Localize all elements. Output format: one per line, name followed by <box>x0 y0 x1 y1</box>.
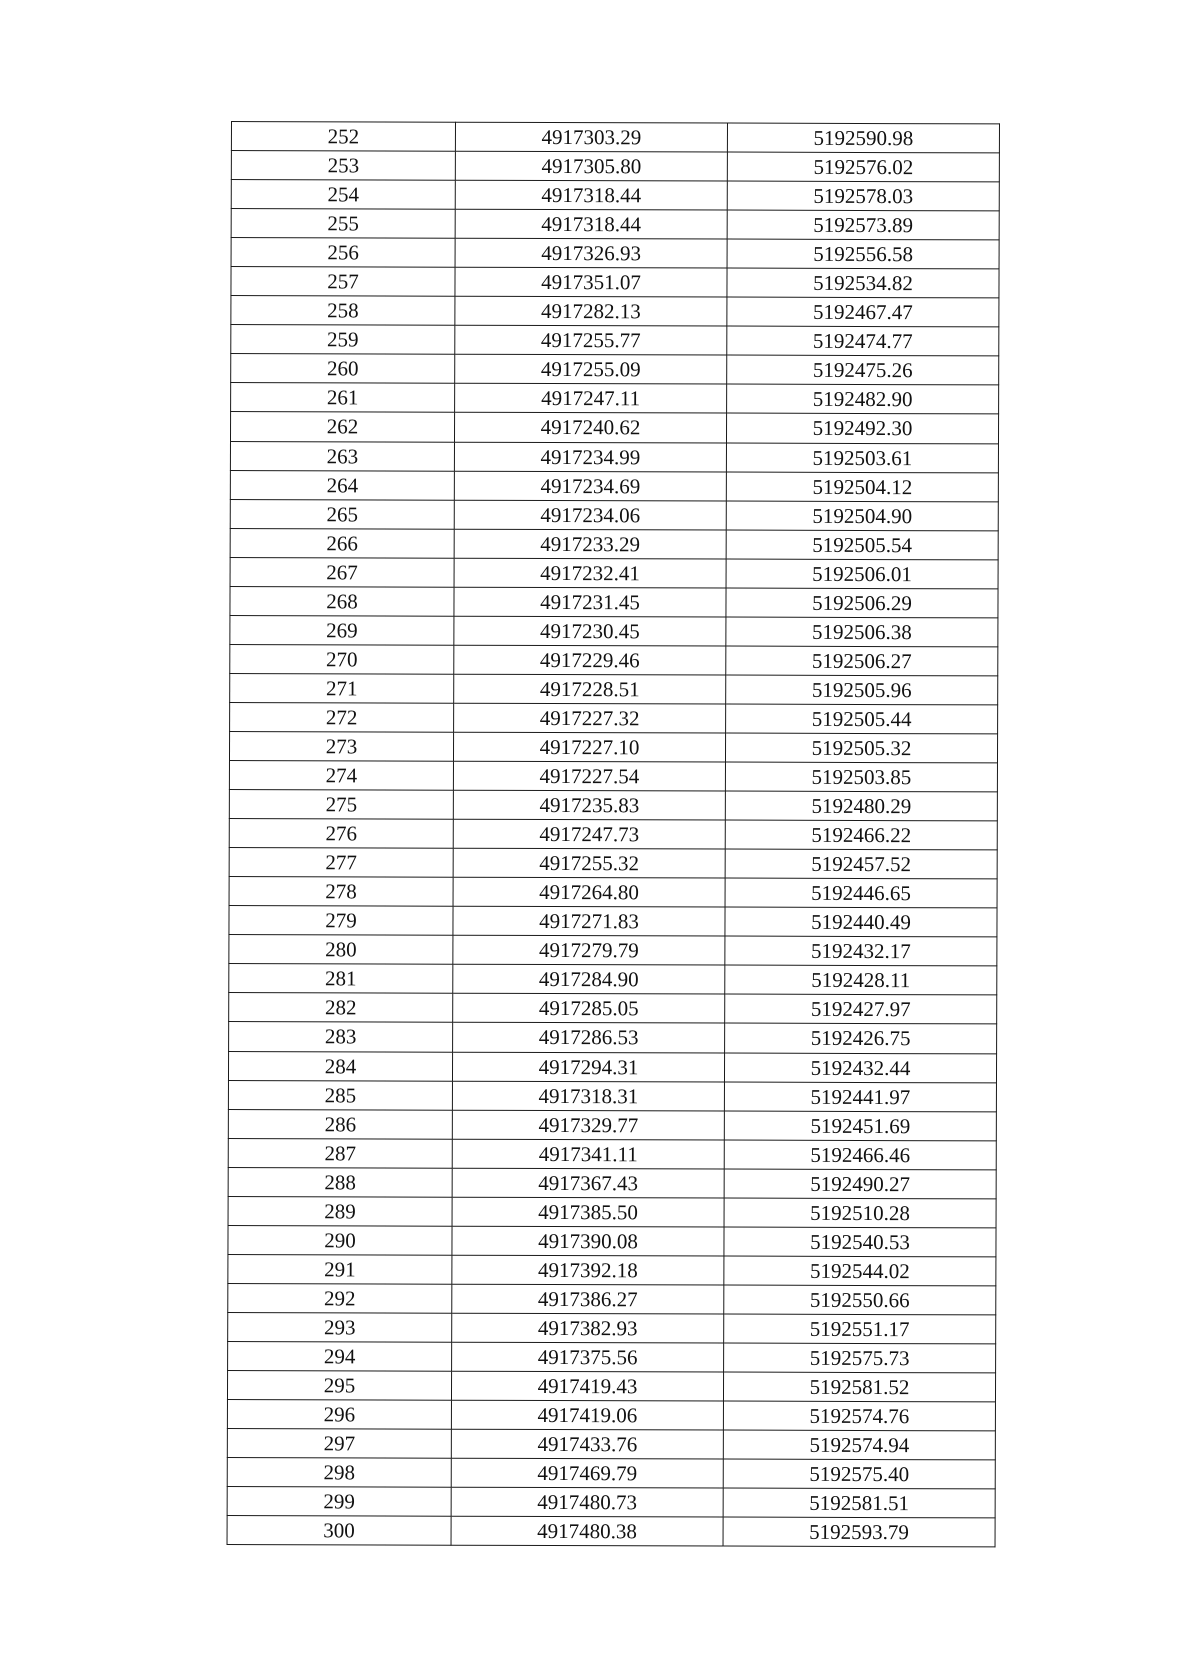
point-number-cell: 254 <box>231 180 455 210</box>
y-coordinate-cell: 5192426.75 <box>725 1024 997 1054</box>
point-number-cell: 265 <box>230 499 454 529</box>
x-coordinate-cell: 4917232.41 <box>454 558 726 588</box>
point-number-cell: 264 <box>230 470 454 500</box>
x-coordinate-cell: 4917385.50 <box>452 1197 724 1227</box>
point-number-cell: 261 <box>231 383 455 413</box>
x-coordinate-cell: 4917480.73 <box>451 1487 723 1517</box>
table-row <box>228 1109 996 1140</box>
point-number-cell: 276 <box>229 819 453 849</box>
table-row <box>229 848 997 879</box>
y-coordinate-cell: 5192581.51 <box>723 1488 995 1518</box>
table-row <box>230 557 998 588</box>
point-number-cell: 295 <box>227 1371 451 1401</box>
table-row <box>228 1138 996 1169</box>
coordinates-table <box>227 121 1000 1548</box>
x-coordinate-cell: 4917341.11 <box>452 1139 724 1169</box>
point-number-cell: 262 <box>230 412 454 442</box>
point-number-cell: 286 <box>228 1109 452 1139</box>
point-number-cell: 291 <box>228 1254 452 1284</box>
table-row <box>231 267 999 298</box>
x-coordinate-cell: 4917233.29 <box>454 529 726 559</box>
x-coordinate-cell: 4917229.46 <box>454 645 726 675</box>
table-row <box>229 964 997 995</box>
y-coordinate-cell: 5192581.52 <box>723 1372 995 1402</box>
point-number-cell: 293 <box>228 1312 452 1342</box>
x-coordinate-cell: 4917264.80 <box>453 877 725 907</box>
table-row <box>231 354 999 385</box>
y-coordinate-cell: 5192556.58 <box>727 239 999 269</box>
y-coordinate-cell: 5192480.29 <box>725 791 997 821</box>
point-number-cell: 256 <box>231 238 455 268</box>
point-number-cell: 283 <box>229 1022 453 1052</box>
y-coordinate-cell: 5192466.46 <box>724 1140 996 1170</box>
table-row <box>231 238 999 269</box>
x-coordinate-cell: 4917240.62 <box>454 413 726 443</box>
point-number-cell: 267 <box>230 557 454 587</box>
y-coordinate-cell: 5192457.52 <box>725 849 997 879</box>
point-number-cell: 272 <box>230 702 454 732</box>
y-coordinate-cell: 5192503.85 <box>725 762 997 792</box>
y-coordinate-cell: 5192451.69 <box>724 1111 996 1141</box>
y-coordinate-cell: 5192432.17 <box>725 936 997 966</box>
x-coordinate-cell: 4917255.32 <box>453 848 725 878</box>
table-row <box>228 1341 996 1372</box>
y-coordinate-cell: 5192505.96 <box>726 675 998 705</box>
y-coordinate-cell: 5192578.03 <box>727 181 999 211</box>
x-coordinate-cell: 4917271.83 <box>453 906 725 936</box>
x-coordinate-cell: 4917231.45 <box>454 587 726 617</box>
x-coordinate-cell: 4917480.38 <box>451 1516 723 1546</box>
point-number-cell: 296 <box>227 1400 451 1430</box>
x-coordinate-cell: 4917390.08 <box>452 1226 724 1256</box>
table-row <box>227 1458 995 1489</box>
table-row <box>228 1167 996 1198</box>
x-coordinate-cell: 4917234.06 <box>454 500 726 530</box>
point-number-cell: 278 <box>229 877 453 907</box>
y-coordinate-cell: 5192428.11 <box>725 965 997 995</box>
y-coordinate-cell: 5192590.98 <box>727 123 999 153</box>
y-coordinate-cell: 5192573.89 <box>727 210 999 240</box>
x-coordinate-cell: 4917234.69 <box>454 471 726 501</box>
table-row <box>227 1371 995 1402</box>
table-row <box>228 1254 996 1285</box>
y-coordinate-cell: 5192505.44 <box>726 704 998 734</box>
table-row <box>231 122 999 153</box>
x-coordinate-cell: 4917235.83 <box>453 790 725 820</box>
y-coordinate-cell: 5192574.94 <box>723 1430 995 1460</box>
table-row <box>228 1225 996 1256</box>
point-number-cell: 268 <box>230 586 454 616</box>
table-row <box>227 1429 995 1460</box>
y-coordinate-cell: 5192482.90 <box>727 384 999 414</box>
point-number-cell: 270 <box>230 644 454 674</box>
point-number-cell: 259 <box>231 325 455 355</box>
x-coordinate-cell: 4917326.93 <box>455 238 727 268</box>
point-number-cell: 273 <box>229 731 453 761</box>
table-row <box>230 644 998 675</box>
table-row <box>227 1400 995 1431</box>
table-row <box>229 731 997 762</box>
y-coordinate-cell: 5192506.38 <box>726 617 998 647</box>
y-coordinate-cell: 5192506.27 <box>726 646 998 676</box>
y-coordinate-cell: 5192534.82 <box>727 268 999 298</box>
x-coordinate-cell: 4917351.07 <box>455 267 727 297</box>
x-coordinate-cell: 4917228.51 <box>454 674 726 704</box>
point-number-cell: 255 <box>231 209 455 239</box>
coordinates-table-body <box>227 122 999 1548</box>
table-row <box>229 993 997 1024</box>
point-number-cell: 282 <box>229 993 453 1023</box>
y-coordinate-cell: 5192575.73 <box>724 1343 996 1373</box>
table-row <box>230 586 998 617</box>
y-coordinate-cell: 5192551.17 <box>724 1314 996 1344</box>
x-coordinate-cell: 4917282.13 <box>455 296 727 326</box>
table-row <box>231 151 999 182</box>
x-coordinate-cell: 4917227.10 <box>453 732 725 762</box>
y-coordinate-cell: 5192490.27 <box>724 1169 996 1199</box>
y-coordinate-cell: 5192510.28 <box>724 1198 996 1228</box>
x-coordinate-cell: 4917230.45 <box>454 616 726 646</box>
y-coordinate-cell: 5192467.47 <box>727 297 999 327</box>
y-coordinate-cell: 5192544.02 <box>724 1256 996 1286</box>
x-coordinate-cell: 4917386.27 <box>452 1284 724 1314</box>
point-number-cell: 290 <box>228 1225 452 1255</box>
table-row <box>228 1051 996 1082</box>
table-row <box>231 383 999 414</box>
y-coordinate-cell: 5192540.53 <box>724 1227 996 1257</box>
table-row <box>229 906 997 937</box>
point-number-cell: 299 <box>227 1487 451 1517</box>
x-coordinate-cell: 4917329.77 <box>452 1110 724 1140</box>
x-coordinate-cell: 4917234.99 <box>454 442 726 472</box>
x-coordinate-cell: 4917285.05 <box>453 994 725 1024</box>
x-coordinate-cell: 4917392.18 <box>452 1255 724 1285</box>
point-number-cell: 297 <box>227 1429 451 1459</box>
y-coordinate-cell: 5192492.30 <box>726 414 998 444</box>
table-row <box>230 499 998 530</box>
x-coordinate-cell: 4917247.11 <box>455 384 727 414</box>
table-row <box>227 1516 995 1547</box>
x-coordinate-cell: 4917227.54 <box>453 761 725 791</box>
point-number-cell: 284 <box>228 1051 452 1081</box>
point-number-cell: 280 <box>229 935 453 965</box>
y-coordinate-cell: 5192503.61 <box>726 443 998 473</box>
x-coordinate-cell: 4917279.79 <box>453 936 725 966</box>
x-coordinate-cell: 4917286.53 <box>453 1023 725 1053</box>
point-number-cell: 252 <box>231 122 455 152</box>
table-row <box>231 209 999 240</box>
point-number-cell: 281 <box>229 964 453 994</box>
y-coordinate-cell: 5192440.49 <box>725 907 997 937</box>
x-coordinate-cell: 4917227.32 <box>454 703 726 733</box>
table-row <box>230 528 998 559</box>
y-coordinate-cell: 5192475.26 <box>727 355 999 385</box>
y-coordinate-cell: 5192575.40 <box>723 1459 995 1489</box>
point-number-cell: 266 <box>230 528 454 558</box>
table-row <box>228 1196 996 1227</box>
point-number-cell: 289 <box>228 1196 452 1226</box>
x-coordinate-cell: 4917305.80 <box>455 151 727 181</box>
x-coordinate-cell: 4917303.29 <box>455 122 727 152</box>
y-coordinate-cell: 5192474.77 <box>727 326 999 356</box>
point-number-cell: 298 <box>227 1458 451 1488</box>
table-row <box>227 1487 995 1518</box>
table-row <box>230 673 998 704</box>
point-number-cell: 285 <box>228 1080 452 1110</box>
table-row <box>229 935 997 966</box>
x-coordinate-cell: 4917469.79 <box>451 1458 723 1488</box>
y-coordinate-cell: 5192466.22 <box>725 820 997 850</box>
point-number-cell: 300 <box>227 1516 451 1546</box>
point-number-cell: 271 <box>230 673 454 703</box>
table-row <box>230 441 998 472</box>
point-number-cell: 279 <box>229 906 453 936</box>
x-coordinate-cell: 4917247.73 <box>453 819 725 849</box>
table-row <box>230 702 998 733</box>
y-coordinate-cell: 5192505.32 <box>725 733 997 763</box>
point-number-cell: 263 <box>230 441 454 471</box>
table-row <box>228 1283 996 1314</box>
y-coordinate-cell: 5192574.76 <box>723 1401 995 1431</box>
x-coordinate-cell: 4917294.31 <box>452 1052 724 1082</box>
table-row <box>230 412 998 443</box>
x-coordinate-cell: 4917433.76 <box>451 1429 723 1459</box>
x-coordinate-cell: 4917318.44 <box>455 209 727 239</box>
point-number-cell: 292 <box>228 1283 452 1313</box>
point-number-cell: 274 <box>229 761 453 791</box>
table-row <box>229 790 997 821</box>
y-coordinate-cell: 5192504.90 <box>726 501 998 531</box>
table-row <box>229 1022 997 1053</box>
point-number-cell: 253 <box>231 151 455 181</box>
point-number-cell: 269 <box>230 615 454 645</box>
table-row <box>231 325 999 356</box>
table-row <box>228 1312 996 1343</box>
x-coordinate-cell: 4917382.93 <box>452 1313 724 1343</box>
x-coordinate-cell: 4917419.06 <box>451 1400 723 1430</box>
x-coordinate-cell: 4917255.09 <box>455 355 727 385</box>
table-row <box>231 180 999 211</box>
x-coordinate-cell: 4917318.44 <box>455 180 727 210</box>
y-coordinate-cell: 5192506.29 <box>726 588 998 618</box>
y-coordinate-cell: 5192432.44 <box>724 1053 996 1083</box>
table-row <box>230 615 998 646</box>
table-row <box>229 819 997 850</box>
table-row <box>228 1080 996 1111</box>
point-number-cell: 287 <box>228 1138 452 1168</box>
point-number-cell: 275 <box>229 790 453 820</box>
y-coordinate-cell: 5192593.79 <box>723 1517 995 1547</box>
table-row <box>229 761 997 792</box>
y-coordinate-cell: 5192506.01 <box>726 559 998 589</box>
y-coordinate-cell: 5192550.66 <box>724 1285 996 1315</box>
x-coordinate-cell: 4917284.90 <box>453 965 725 995</box>
y-coordinate-cell: 5192504.12 <box>726 472 998 502</box>
point-number-cell: 260 <box>231 354 455 384</box>
y-coordinate-cell: 5192427.97 <box>725 994 997 1024</box>
x-coordinate-cell: 4917318.31 <box>452 1081 724 1111</box>
x-coordinate-cell: 4917367.43 <box>452 1168 724 1198</box>
point-number-cell: 294 <box>228 1341 452 1371</box>
x-coordinate-cell: 4917255.77 <box>455 326 727 356</box>
y-coordinate-cell: 5192446.65 <box>725 878 997 908</box>
point-number-cell: 258 <box>231 296 455 326</box>
table-row <box>230 470 998 501</box>
table-row <box>231 296 999 327</box>
y-coordinate-cell: 5192505.54 <box>726 530 998 560</box>
point-number-cell: 257 <box>231 267 455 297</box>
point-number-cell: 288 <box>228 1167 452 1197</box>
y-coordinate-cell: 5192441.97 <box>724 1082 996 1112</box>
point-number-cell: 277 <box>229 848 453 878</box>
table-row <box>229 877 997 908</box>
x-coordinate-cell: 4917375.56 <box>452 1342 724 1372</box>
y-coordinate-cell: 5192576.02 <box>727 152 999 182</box>
x-coordinate-cell: 4917419.43 <box>451 1371 723 1401</box>
